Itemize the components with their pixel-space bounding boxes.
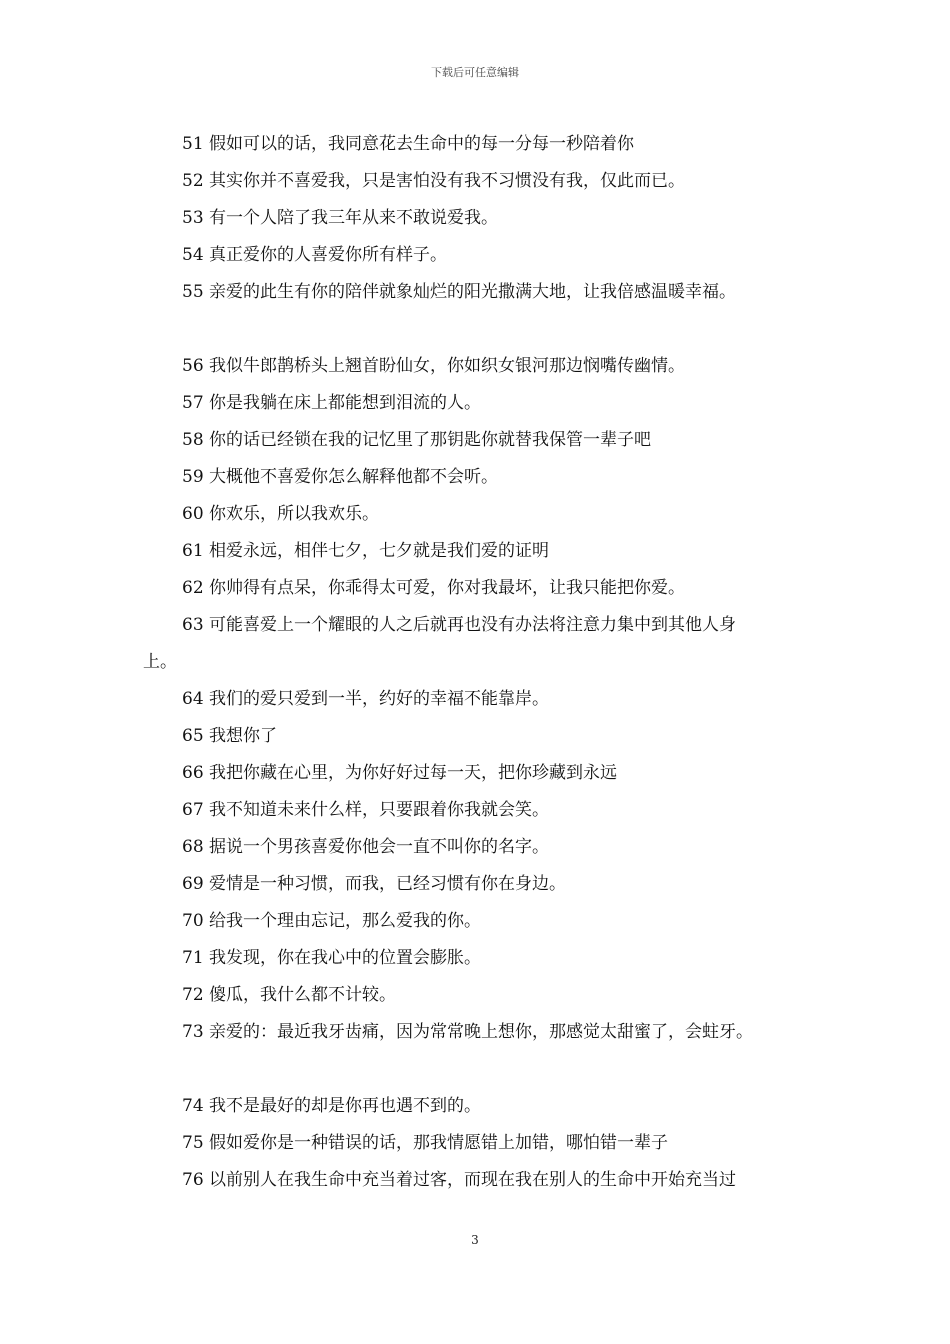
text-line: 60 你欢乐，所以我欢乐。 <box>182 504 380 524</box>
text-line: 54 真正爱你的人喜爱你所有样子。 <box>182 245 448 265</box>
text-line: 72 傻瓜，我什么都不计较。 <box>182 985 397 1005</box>
text-line: 56 我似牛郎鹊桥头上翘首盼仙女，你如织女银河那边悯嘴传幽情。 <box>182 356 686 376</box>
text-line: 55 亲爱的此生有你的陪伴就象灿烂的阳光撒满大地，让我倍感温暖幸福。 <box>182 282 737 302</box>
text-line: 51 假如可以的话，我同意花去生命中的每一分每一秒陪着你 <box>182 134 635 154</box>
text-line: 76 以前别人在我生命中充当着过客，而现在我在别人的生命中开始充当过 <box>182 1170 737 1190</box>
text-line: 62 你帅得有点呆，你乖得太可爱，你对我最坏，让我只能把你爱。 <box>182 578 686 598</box>
text-line: 75 假如爱你是一种错误的话，那我情愿错上加错，哪怕错一辈子 <box>182 1133 669 1153</box>
text-line: 74 我不是最好的却是你再也遇不到的。 <box>182 1096 482 1116</box>
text-line: 53 有一个人陪了我三年从来不敢说爱我。 <box>182 208 499 228</box>
text-line: 73 亲爱的：最近我牙齿痛，因为常常晚上想你，那感觉太甜蜜了，会蛀牙。 <box>182 1022 754 1042</box>
document-body <box>143 126 807 1199</box>
blank-line <box>143 311 807 348</box>
text-line: 71 我发现，你在我心中的位置会膨胀。 <box>182 948 482 968</box>
text-line: 70 给我一个理由忘记，那么爱我的你。 <box>182 911 482 931</box>
text-line: 69 爱情是一种习惯，而我，已经习惯有你在身边。 <box>182 874 567 894</box>
text-line: 68 据说一个男孩喜爱你他会一直不叫你的名字。 <box>182 837 550 857</box>
text-line: 66 我把你藏在心里，为你好好过每一天，把你珍藏到永远 <box>182 763 618 783</box>
text-line: 58 你的话已经锁在我的记忆里了那钥匙你就替我保管一辈子吧 <box>182 430 652 450</box>
page-number: 3 <box>471 1233 479 1247</box>
blank-line <box>143 1051 807 1088</box>
text-line: 59 大概他不喜爱你怎么解释他都不会听。 <box>182 467 499 487</box>
text-line: 61 相爱永远，相伴七夕，七夕就是我们爱的证明 <box>182 541 550 561</box>
text-line: 67 我不知道未来什么样，只要跟着你我就会笑。 <box>182 800 550 820</box>
text-line: 57 你是我躺在床上都能想到泪流的人。 <box>182 393 482 413</box>
text-line: 52 其实你并不喜爱我，只是害怕没有我不习惯没有我，仅此而已。 <box>182 171 686 191</box>
page-header: 下载后可任意编辑 <box>431 66 519 79</box>
text-line: 63 可能喜爱上一个耀眼的人之后就再也没有办法将注意力集中到其他人身 <box>182 615 737 635</box>
text-line: 64 我们的爱只爱到一半，约好的幸福不能靠岸。 <box>182 689 550 709</box>
text-line: 65 我想你了 <box>182 726 278 746</box>
text-line-continuation: 上。 <box>143 652 177 672</box>
